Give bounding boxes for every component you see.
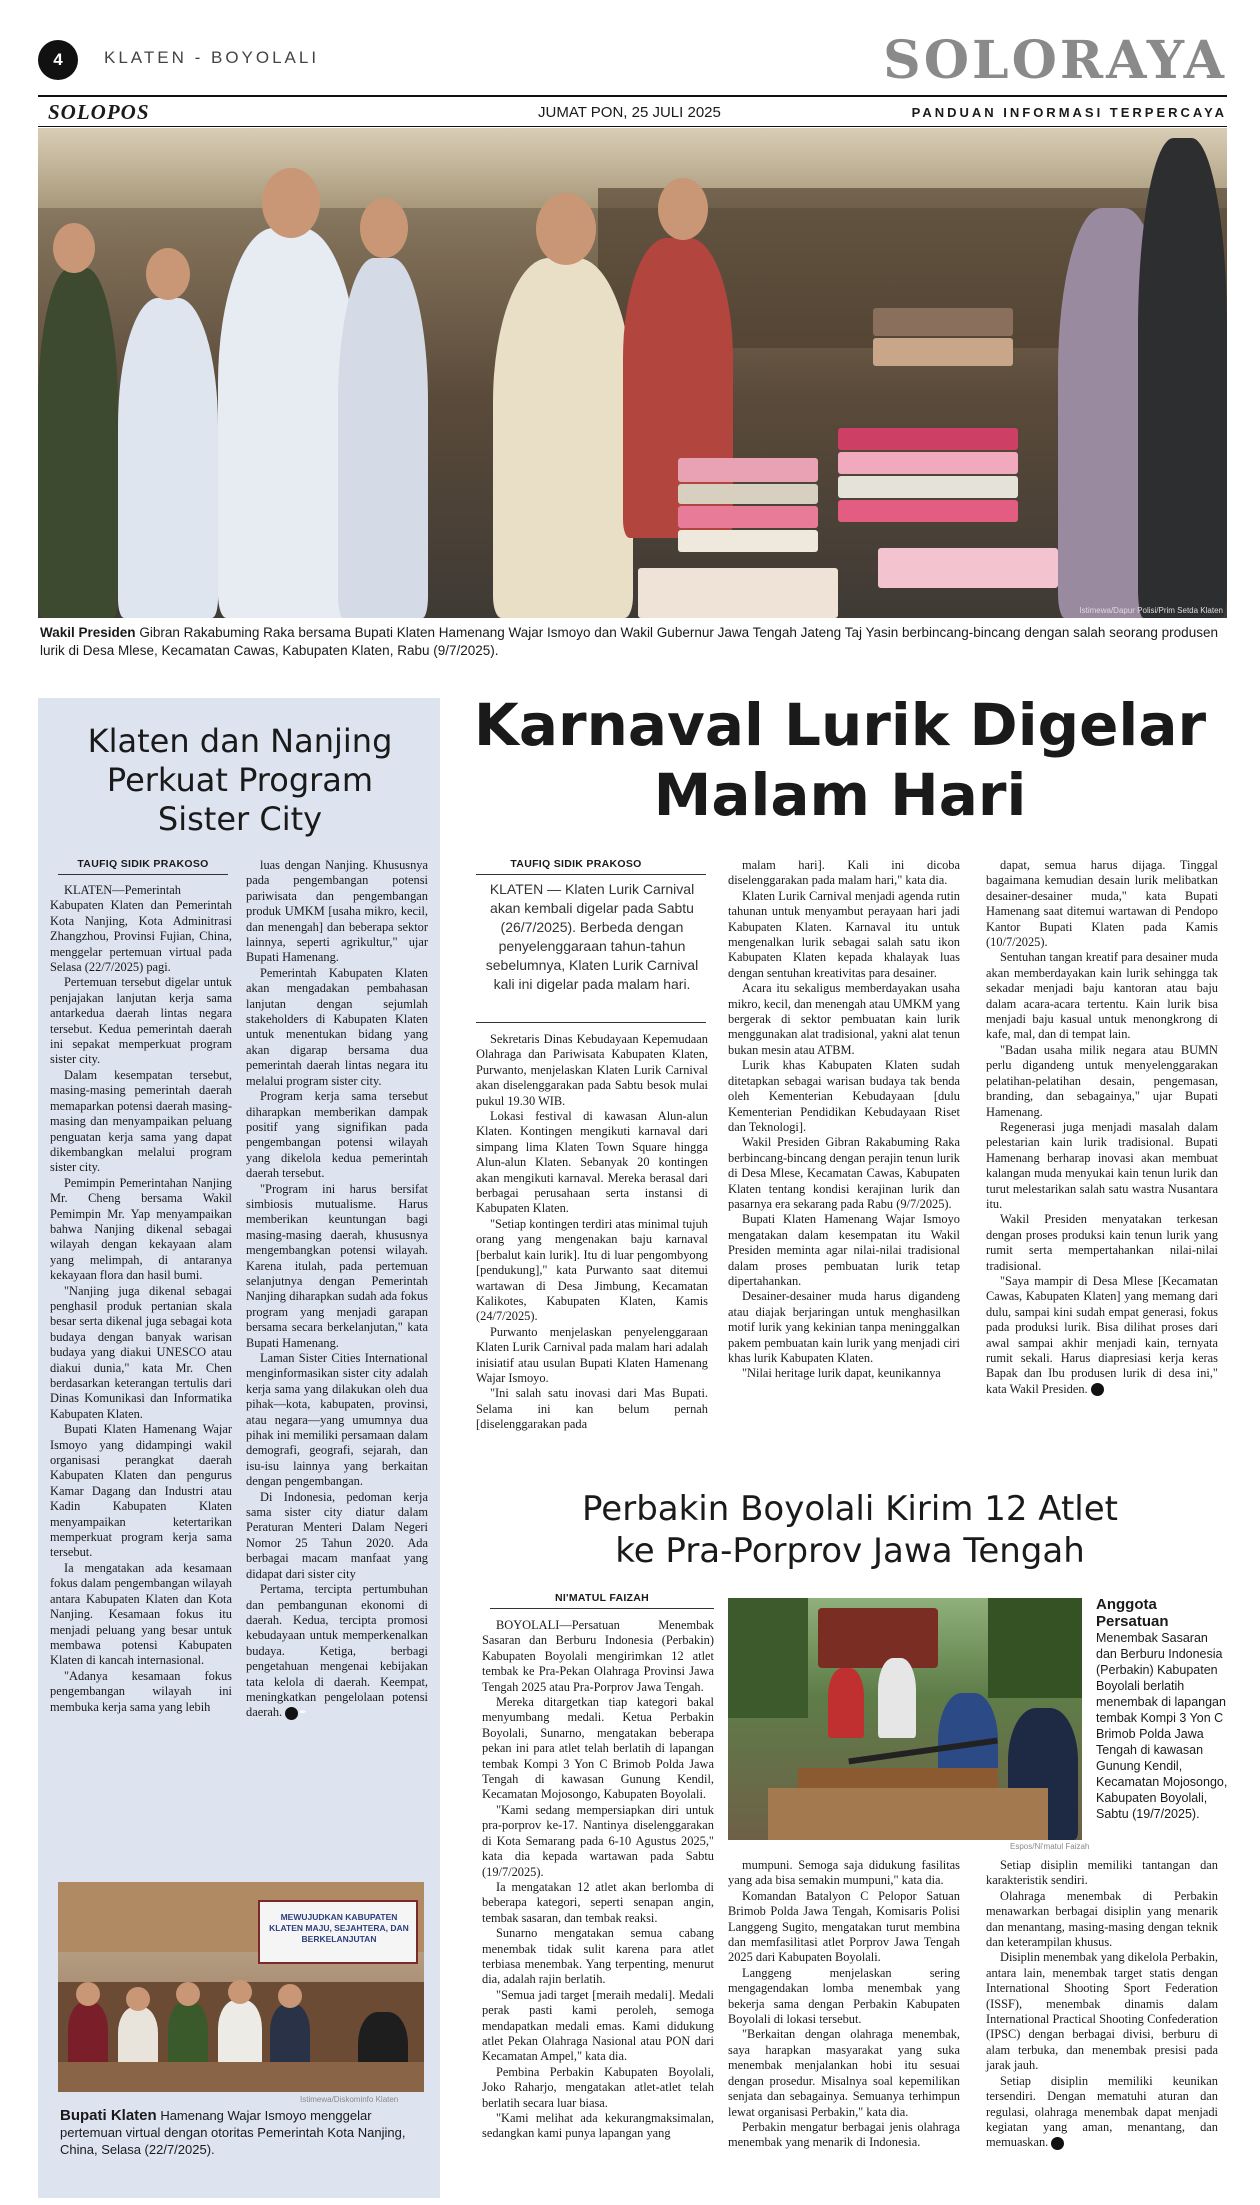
main-photo-caption bbox=[40, 624, 1225, 660]
sister-city-caption-lead: Bupati Klaten bbox=[60, 2107, 157, 2124]
paragraph: Sentuhan tangan kreatif para desainer muda akan memberdayakan kain lurik sehingga tak sekadar menjadi baju kantoran atau baju dalam acara-acara tertentu. Kain lurik bisa menjadi baju kasual untuk menongkrong di kafe, mal, dan di tempat lain. bbox=[986, 950, 1218, 1042]
paragraph: Sekretaris Dinas Kebudayaan Kepemudaan Olahraga dan Pariwisata Kabupaten Klaten, Purwanto, menjelaskan Klaten Lurik Carnival akan diselenggarakan pada Sabtu besok mulai pukul 19.30 WIB. bbox=[476, 1032, 708, 1108]
paragraph: Dalam kesempatan tersebut, masing-masing pemerintah daerah memaparkan potensi daerah masing-masing dan menyampaikan peluang penguatan kerja sama yang dapat dikembangkan melalui program sister city. bbox=[50, 1067, 233, 1175]
paragraph: "Adanya kesamaan fokus pengembangan wilayah ini membuka kerja sama yang lebih bbox=[50, 1668, 232, 1714]
paragraph: "Saya mampir di Desa Mlese [Kecamatan Cawas, Kabupaten Klaten] yang memang dari dulu, sampai kini sudah empat generasi, fokus pada produksi lurik. Bisa dilihat proses dari awal sampai akhir menjadi kain, ternyata rumit sekali. Harus diapresiasi kerja keras Bapak dan Ibu produsen lurik di desa ini," kata Wakil Presiden. ✒ bbox=[986, 1273, 1218, 1396]
paragraph: Wakil Presiden menyatakan terkesan dengan proses produksi kain tenun lurik yang rumit serta mempertahankan nilai-nilai tradisional. bbox=[986, 1212, 1218, 1273]
end-mark-icon: ✒ bbox=[1051, 2137, 1064, 2150]
paragraph: Ia mengatakan ada kesamaan fokus dalam pengembangan wilayah antara Kabupaten Klaten dan Kota Nanjing. Kesamaan fokus itu menjadi peluang yang besar untuk membawa potensi Kabupaten Klaten di kancah internasional. bbox=[50, 1560, 232, 1668]
dateline: JUMAT PON, 25 JULI 2025 bbox=[538, 104, 721, 121]
paragraph: Purwanto menjelaskan penyelenggaraan Klaten Lurik Carnival pada malam hari adalah inisiatif atau usulan Bupati Klaten Hamenang Wajar Ismoyo. bbox=[476, 1324, 708, 1385]
sister-city-photo-credit: Istimewa/Diskominfo Klaten bbox=[300, 2095, 399, 2104]
banner-text: MEWUJUDKAN KABUPATEN KLATEN MAJU, SEJAHTERA, DAN BERKELANJUTAN bbox=[269, 1912, 409, 1944]
paragraph: Pembina Perbakin Kabupaten Boyolali, Joko Raharjo, mengatakan atlet-atlet telah berlatih secara luar biasa. bbox=[482, 2064, 714, 2110]
paragraph: "Nanjing juga dikenal sebagai penghasil produk pertanian skala besar serta dikenal juga sebagai kota budaya dengan banyak warisan budaya yang diakui UNESCO atau diakui dunia," kata Mr. Chen berdasarkan keterangan tertulis dari Dinas Komunikasi dan Informatika Kabupaten Klaten. bbox=[50, 1283, 232, 1421]
sister-city-caption bbox=[60, 2107, 424, 2158]
caption-text: Gibran Rakabuming Raka bersama Bupati Klaten Hamenang Wajar Ismoyo dan Wakil Gubernur Jawa Tengah Jateng Taj Yasin berbincang-bincang dengan salah seorang produsen lurik di Desa Mlese, Kecamatan Cawas, Kabupaten Klaten, Rabu (9/7/2025). bbox=[40, 625, 1218, 658]
paragraph: Langgeng menjelaskan sering mengagendakan lomba menembak yang bekerja sama dengan Perbakin Kabupaten Boyolali di lokasi tersebut. bbox=[728, 1965, 960, 2027]
paragraph: BOYOLALI—Persatuan Menembak Sasaran dan Berburu Indonesia (Perbakin) Kabupaten Boyolali mengirimkan 12 atlet tembak ke Pra-Pekan Olahraga Provinsi Jawa Tengah 2025 atau Pra-Porprov Jawa Tengah. bbox=[482, 1618, 714, 1694]
paragraph: Lurik khas Kabupaten Klaten sudah ditetapkan sebagai warisan budaya tak benda oleh Kementerian Kebudayaan [dulu Kementerian Pendidikan Kebudayaan Riset dan Teknologi]. bbox=[728, 1058, 960, 1134]
end-mark-icon: ✒ bbox=[1091, 1383, 1104, 1396]
header-rule bbox=[38, 95, 1227, 97]
paragraph: Klaten Lurik Carnival menjadi agenda rutin tahunan untuk menyambut perayaan hari jadi Kabupaten Klaten. Karnaval itu untuk mengenalkan lurik sebagai salah satu ikon Kabupaten Klaten kepada khalayak luas dengan sentuhan kreativitas para desainer. bbox=[728, 888, 960, 980]
paragraph: Setiap disiplin memiliki tantangan dan karakteristik sendiri. bbox=[986, 1858, 1218, 1888]
sister-city-photo bbox=[58, 1882, 424, 2092]
paragraph: "Setiap kontingen terdiri atas minimal tujuh orang yang mengenakan baju karnaval [berbalut kain lurik]. Itu di luar pengombyong [pendukung]," kata Purwanto saat ditemui wartawan di Desa Jimbung, Kecamatan Kalikotes, Kabupaten Klaten, Kamis (24/7/2025). bbox=[476, 1216, 708, 1324]
paragraph: Pemimpin Pemerintahan Nanjing Mr. Cheng bersama Wakil Pemimpin Mr. Yap menyampaikan bahwa Nanjing dikenal sebagai wilayah dengan kekayaan alam yang melimpah, di antaranya kekayaan flora dan hasil bumi. bbox=[50, 1175, 232, 1283]
caption-lead: Wakil Presiden bbox=[40, 625, 136, 640]
paragraph: Pertama, tercipta pertumbuhan dan pembangunan ekonomi di daerah. Kedua, tercipta promosi kebudayaan untuk memperkenalkan budaya. Ketiga, berbagi pengetahuan mengenai kebijakan tata kelola di daerah. Keempat, meningkatkan pengelolaan potensi daerah. ✒ bbox=[246, 1582, 428, 1720]
sister-city-byline: TAUFIQ SIDIK PRAKOSO bbox=[77, 858, 209, 870]
paragraph: Pertemuan tersebut digelar untuk penjajakan lanjutan kerja sama antarkedua daerah lintas negara tersebut. Kedua pemerintah daerah ini sepakat memperkuat program sister city. bbox=[50, 975, 232, 1067]
paragraph: Di Indonesia, pedoman kerja sama sister city diatur dalam Peraturan Menteri Dalam Negeri Nomor 25 Tahun 2020. Ada berbagai macam manfaat yang didapat dari sister city bbox=[246, 1489, 428, 1581]
sister-city-headline: Klaten dan Nanjing Perkuat Program Sister City bbox=[87, 722, 393, 838]
paragraph: Program kerja sama tersebut diharapkan memberikan dampak positif yang signifikan pada pengembangan potensi wilayah yang dikelola kedua pemerintah daerah tersebut. bbox=[246, 1089, 428, 1181]
karnaval-headline: Karnaval Lurik Digelar Malam Hari bbox=[473, 691, 1207, 829]
paragraph: "Berkaitan dengan olahraga menembak, saya harapkan masyarakat yang suka menembak menjalankan hobi itu sesuai dengan prosedur. Misalnya soal kepemilikan senjata dan sebagainya. Semuanya terhimpun lewat organisasi Perbakin," kata dia. bbox=[728, 2027, 960, 2119]
paragraph: luas dengan Nanjing. Khususnya pada pengembangan potensi pariwisata dan pengembangan produk UMKM [usaha mikro, kecil, dan menengah] dan beberapa sektor lainnya, seperti agrikultur," ujar Bupati Hamenang. bbox=[246, 858, 428, 965]
paragraph: Acara itu sekaligus memberdayakan usaha mikro, kecil, dan menengah atau UMKM yang bergerak di sektor pembuatan kain lurik menggunakan alat tradisional, yakni alat tenun bukan mesin atau ATBM. bbox=[728, 981, 960, 1057]
paragraph: Komandan Batalyon C Pelopor Satuan Brimob Polda Jawa Tengah, Komisaris Polisi Langgeng Sugito, mengatakan turut membina dan memfasilitasi atlet Porprov Jawa Tengah 2025 dari Kabupaten Boyolali. bbox=[728, 1888, 960, 1965]
paragraph: Disiplin menembak yang dikelola Perbakin, antara lain, menembak target statis dengan International Shooting Sport Federation (ISSF), menembak dinamis dalam International Practical Shooting Confederation (IPSC) dengan berbagai divisi, berburu di alam terbuka, dan menembak presisi pada jarak jauh. bbox=[986, 1950, 1218, 2073]
karnaval-col-2 bbox=[728, 858, 960, 1382]
paragraph: Sunarno mengatakan semua cabang menembak tidak sulit karena para atlet terbiasa menembak. Yang terpenting, menurut dia, adalah rajin berlatih. bbox=[482, 1926, 714, 1987]
perbakin-col-3 bbox=[986, 1858, 1218, 2151]
karnaval-byline: TAUFIQ SIDIK PRAKOSO bbox=[510, 858, 642, 870]
sister-city-caption-text: Hamenang Wajar Ismoyo menggelar pertemuan virtual dengan otoritas Pemerintah Kota Nanjing, China, Selasa (22/7/2025). bbox=[60, 2108, 406, 2157]
paragraph: "Kami melihat ada kekurangmaksimalan, sedangkan kami punya lapangan yang bbox=[482, 2111, 714, 2141]
paragraph: Mereka ditargetkan tiap kategori bakal menyumbang medali. Ketua Perbakin Boyolali, Sunarno, mengatakan beberapa pekan ini para atlet telah berlatih di lapangan tembak Kompi 3 Yon C Brimob Polda Jawa Tengah di kawasan Gunung Kendil, Kecamatan Mojosongo, Kabupaten Boyolali. bbox=[482, 1695, 714, 1802]
section-label: KLATEN - BOYOLALI bbox=[104, 48, 320, 67]
paragraph: "Semua jadi target [meraih medali]. Medali perak pasti kami peroleh, semoga mendapatkan medali emas. Kami didukung atlet Pekan Olahraga Nasional atau PON dari Kecamatan Ampel," kata dia. bbox=[482, 1987, 714, 2064]
perbakin-photo bbox=[728, 1598, 1082, 1840]
paragraph: Lokasi festival di kawasan Alun-alun Klaten. Kontingen mengikuti karnaval dari simpang lima Klaten Town Square hingga Alun-alun Klaten. Sebanyak 20 kontingen akan mengikuti karnaval. Mereka berasal dari berbagai perusahaan serta instansi di Kabupaten Klaten. bbox=[476, 1109, 708, 1216]
sister-city-col-2 bbox=[246, 858, 428, 1721]
perbakin-col-1 bbox=[482, 1618, 714, 2142]
karnaval-col-1 bbox=[476, 1032, 708, 1433]
paragraph: Bupati Klaten Hamenang Wajar Ismoyo mengatakan dalam kesempatan itu Wakil Presiden meminta agar nilai-nilai tradisional dalam proses pembuatan lurik tetap dipertahankan. bbox=[728, 1212, 960, 1288]
paragraph: "Program ini harus bersifat simbiosis mutualisme. Harus memberikan keuntungan bagi masing-masing daerah, khususnya mengembangkan potensi wilayah. Karena itulah, pada pertemuan selanjutnya dengan Pemerintah Nanjing diharapkan sudah ada fokus program yang menjadi garapan bersama secara berkelanjutan," kata Bupati Hamenang. bbox=[246, 1181, 428, 1350]
perbakin-photo-credit: Espos/Ni'matul Faizah bbox=[1010, 1842, 1090, 1851]
paragraph: Desainer-desainer muda harus digandeng atau diajak berjaringan untuk menghasilkan motif lurik yang kekinian tanpa meninggalkan pakem pembuatan kain lurik yang menjadi ciri khas lurik Kabupaten Klaten. bbox=[728, 1289, 960, 1365]
perbakin-byline: NI'MATUL FAIZAH bbox=[554, 1592, 650, 1604]
karnaval-lead: KLATEN — Klaten Lurik Carnival akan kembali digelar pada Sabtu (26/7/2025). Berbeda dengan penyelenggaraan tahun-tahun sebelumnya, Klaten Lurik Carnival kali ini digelar pada malam hari. bbox=[485, 881, 699, 992]
paragraph: Pemerintah Kabupaten Klaten akan mengadakan pembahasan lanjutan dengan sejumlah stakeholders di Kabupaten Klaten untuk menentukan bidang yang akan digarap bersama dua pemerintah daerah lintas negara itu melalui program sister city. bbox=[246, 965, 428, 1088]
perbakin-caption-text: Menembak Sasaran dan Berburu Indonesia (Perbakin) Kabupaten Boyolali berlatih menembak di lapangan tembak Kompi 3 Yon C Brimob Polda Jawa Tengah di kawasan Gunung Kendil, Kecamatan Mojosongo, Kabupaten Boyolali, Sabtu (19/7/2025). bbox=[1096, 1631, 1228, 1821]
paragraph: Ia mengatakan 12 atlet akan berlomba di beberapa kategori, seperti senapan angin, tembak sasaran, dan tembak reaksi. bbox=[482, 1879, 714, 1925]
paragraph: mumpuni. Semoga saja didukung fasilitas yang ada bisa semakin mumpuni," kata dia. bbox=[728, 1858, 960, 1888]
paragraph: "Ini salah satu inovasi dari Mas Bupati. Selama ini kan belum pernah [diselenggarakan pada bbox=[476, 1386, 708, 1432]
paragraph: KLATEN—Pemerintah Kabupaten Klaten dan Pemerintah Kota Nanjing, Kota Adminitrasi Zhangzhou, Provinsi Fujian, China, menggelar pertemuan virtual pada Selasa (22/7/2025) pagi. bbox=[50, 883, 232, 975]
paragraph: Setiap disiplin memiliki keunikan tersendiri. Dengan mematuhi aturan dan regulasi, olahraga menembak dapat menjadi kegiatan yang aman, menantang, dan memuaskan. ✒ bbox=[986, 2073, 1218, 2150]
rubric-title: SOLORAYA bbox=[883, 30, 1227, 91]
paragraph: Wakil Presiden Gibran Rakabuming Raka berbincang-bincang dengan perajin tenun lurik di Desa Mlese, Kecamatan Cawas, Kabupaten Klaten tentang kondisi kerajinan lurik dan pasarnya era sekarang pada Rabu (9/7/2025). bbox=[728, 1135, 960, 1211]
paragraph: Olahraga menembak di Perbakin menawarkan berbagai disiplin yang menarik dan menantang, masing-masing dengan teknik dan keterampilan khusus. bbox=[986, 1888, 1218, 1950]
karnaval-byline-rule bbox=[476, 874, 706, 875]
tagline: PANDUAN INFORMASI TERPERCAYA bbox=[911, 105, 1227, 120]
paragraph: "Nilai heritage lurik dapat, keunikannya bbox=[742, 1366, 941, 1381]
page-number: 4 bbox=[38, 40, 78, 80]
paragraph: "Kami sedang mempersiapkan diri untuk pra-porprov ke-17. Nantinya diselenggarakan di Kota Semarang pada 6-10 Agustus 2025," kata dia kepada wartawan pada Sabtu (19/7/2025). bbox=[482, 1802, 714, 1879]
perbakin-headline: Perbakin Boyolali Kirim 12 Atlet ke Pra-Porprov Jawa Tengah bbox=[582, 1489, 1118, 1571]
perbakin-caption-title: Anggota Persatuan bbox=[1096, 1596, 1169, 1630]
sister-city-col-1 bbox=[50, 883, 232, 1715]
perbakin-byline-rule bbox=[490, 1608, 714, 1609]
paragraph: Perbakin mengatur berbagai jenis olahraga menembak yang menarik di Indonesia. bbox=[728, 2119, 960, 2150]
paragraph: Regenerasi juga menjadi masalah dalam pelestarian kain lurik tradisional. Bupati Hamenang berharap inovasi akan membuat kalangan muda menyukai kain tenun lurik dan turut melestarikan salah satu wastra Nusantara itu. bbox=[986, 1119, 1218, 1211]
paragraph: Laman Sister Cities International menginformasikan sister city adalah kerja sama yang dilakukan oleh dua pihak—kota, kabupaten, provinsi, atau negara—yang umumnya dua pihak ini memiliki persamaan dalam demografi, geografi, sejarah, dan isu-isu lainnya yang berkaitan dengan pengembangan. bbox=[246, 1351, 428, 1489]
byline-rule bbox=[58, 874, 228, 875]
paragraph: dapat, semua harus dijaga. Tinggal bagaimana kemudian desain lurik melibatkan desainer-desainer muda," kata Bupati Hamenang saat ditemui wartawan di Pendopo Kantor Bupati Klaten pada Kamis (10/7/2025). bbox=[986, 858, 1218, 950]
paragraph: malam hari]. Kali ini dicoba diselenggarakan pada malam hari," kata dia. bbox=[728, 858, 960, 888]
paragraph: "Badan usaha milik negara atau BUMN perlu digandeng untuk menyelenggarakan pelatihan-pelatihan desain, pengemasan, branding, dan sebagainya," ujar Bupati Hamenang. bbox=[986, 1042, 1218, 1119]
perbakin-caption bbox=[1096, 1596, 1228, 1822]
end-mark-icon: ✒ bbox=[285, 1707, 298, 1720]
masthead-logo: SOLOPOS bbox=[48, 100, 150, 124]
karnaval-lead-rule bbox=[476, 1022, 706, 1023]
paragraph: Bupati Klaten Hamenang Wajar Ismoyo yang didampingi wakil organisasi perangkat daerah Kabupaten Klaten dan pengurus Kamar Dagang dan Industri atau Kadin Kabupaten Klaten menyampaikan ketertarikan memperkuat program kerja sama tersebut. bbox=[50, 1422, 232, 1560]
perbakin-col-2 bbox=[728, 1858, 960, 2151]
karnaval-col-3 bbox=[986, 858, 1218, 1397]
header-rule-bottom bbox=[38, 126, 1227, 127]
main-photo bbox=[38, 128, 1227, 618]
photo-credit: Istimewa/Dapur Polisi/Prim Setda Klaten bbox=[1079, 606, 1223, 615]
